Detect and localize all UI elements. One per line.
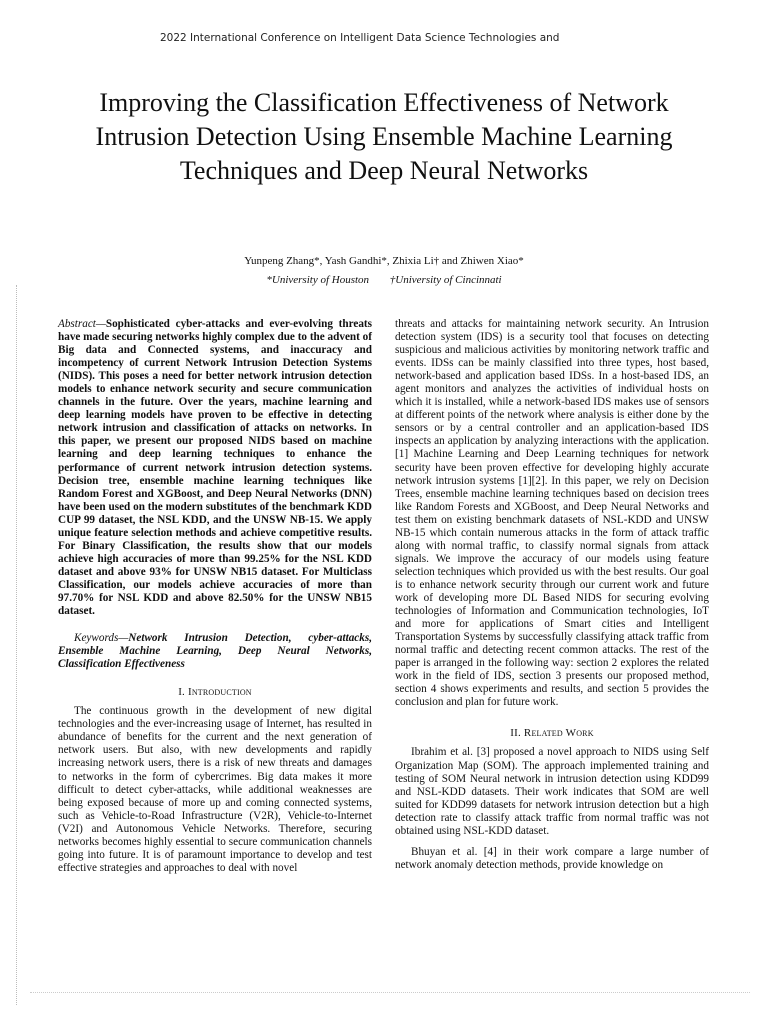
related-work-paragraph-2: Bhuyan et al. [4] in their work compare a large number of network anomaly detection methods, provide knowledge on — [395, 845, 709, 871]
author-list: Yunpeng Zhang*, Yash Gandhi*, Zhixia Li† and Zhiwen Xiao* — [244, 255, 524, 267]
footer-rule — [30, 992, 750, 1001]
affiliation-cincinnati: †University of Cincinnati — [389, 274, 502, 286]
conference-header — [160, 31, 600, 47]
keywords-lead: Keywords— — [74, 632, 129, 645]
section-heading-introduction: I. Introduction — [178, 686, 252, 699]
section-heading-related-work: II. Related Work — [510, 727, 594, 740]
abstract-text: Sophisticated cyber-attacks and ever-evolving threats have made securing networks highly complex due to the advent of Big data and Connected systems, and inaccuracy and incompetency of current Network Intrusion Detection Systems (NIDS). This poses a need for better network intrusion detection models to enhance network security and secure communication channels in the future. Over the years, machine learning and deep learning models have proven to be effective in detecting network intrusion and classification of attacks on networks. In this paper, we present our proposed NIDS based on machine learning and deep learning techniques to enhance the performance of current network intrusion detection systems. Decision tree, ensemble machine learning techniques like Random Forest and XGBoost, and Deep Neural Networks (DNN) have been used on the modern substitutes of the benchmark KDD CUP 99 dataset, the NSL KDD, and the UNSW NB-15. We apply unique feature selection methods and achieve competitive results. For Binary Classification, the results show that our models achieve high accuracies of more than 99.25% for the NSL KDD dataset and above 93% for UNSW NB15 dataset. For Multiclass Classification, our models achieve accuracies of more than 97.70% for NSL KDD and above 82.50% for the UNSW NB15 dataset. — [58, 318, 372, 618]
margin-line-marks — [16, 285, 23, 1005]
left-column — [58, 318, 372, 875]
introduction-paragraph: The continuous growth in the development of new digital technologies and the ever-increasing usage of Internet, has resulted in abundance of benefits for the current and the next generation of network users. But also, with new developments and rapidly increasing network users, there is a risk of new threats and damages to networks in the form of cybercrimes. Big data makes it more difficult to detect cyber-attacks, while additional weaknesses are being exposed because of more up and coming connected systems, such as Vehicle-to-Road Infrastructure (V2R), Vehicle-to-Internet (V2I) and Autonomous Vehicle Networks. Therefore, securing networks becomes highly essential to secure communication channels going into future. It is of paramount importance to develop and test effective strategies and approaches to deal with novel — [58, 705, 372, 874]
affiliations — [70, 273, 698, 287]
conference-name: 2022 International Conference on Intelligent Data Science Technologies and — [160, 32, 560, 44]
keywords-text: Network Intrusion Detection, cyber-attacks, Ensemble Machine Learning, Deep Neural Networks, Classification Effectiveness — [58, 632, 372, 671]
affiliation-houston: *University of Houston — [266, 274, 370, 286]
introduction-continuation: threats and attacks for maintaining network security. An Intrusion detection system (IDS) is a security tool that focuses on detecting suspicious and malicious activities by monitoring network traffic and events. IDSs can be mainly classified into three types, host based, network-based and application based IDSs. In a host-based IDS, an agent monitors and analyzes the activities of individual hosts on which it is installed, while a network-based IDS makes use of sensors at different points of the network where analysis is either done by the sensors or by a central controller and an application-based IDS inspects an application by analyzing interactions with the application. [1] Machine Learning and Deep Learning techniques for network security have been proven effective for developing highly accurate network intrusion systems [1][2]. In this paper, we rely on Decision Trees, ensemble machine learning techniques based on decision trees like Random Forests and XGBoost, and Deep Neural Networks and test them on existing benchmark datasets of NSL-KDD and UNSW NB-15 which contain numerous attacks in the form of attack traffic along with normal traffic, to classify normal signals from attack signals. We improve the accuracy of our models using feature selection techniques which provided us with the best results. Our goal is to enhance network security through our current work and future work of developing more DL Based NIDS for securing evolving technologies of Information and Communication technologies, IoT and more for applications of Smart cities and Intelligent Transportation Systems by successfully classifying attack traffic from normal traffic and detecting recent common attacks. The rest of the paper is arranged in the following way: section 2 explores the related work in the field of IDS, section 3 presents our proposed method, section 4 shows experiments and results, and section 5 provides the conclusion and plan for future work. — [395, 318, 709, 709]
right-column — [395, 318, 709, 872]
abstract-lead: Abstract— — [58, 318, 106, 330]
abstract — [58, 318, 372, 618]
paper-title: Improving the Classification Effectiveness of Network Intrusion Detection Using Ensemble Machine Learning Techniques and Deep Neural Networks — [95, 88, 673, 185]
keywords — [58, 632, 372, 671]
related-work-paragraph-1: Ibrahim et al. [3] proposed a novel approach to NIDS using Self Organization Map (SOM). The approach implemented training and testing of SOM Neural network in intrusion detection using KDD99 and NSL-KDD datasets. Their work indicates that SOM are well suited for KDD99 datasets for network intrusion detection but a high detection rate to classify attack traffic from normal traffic was not obtained using NSL-KDD dataset. — [395, 746, 709, 837]
